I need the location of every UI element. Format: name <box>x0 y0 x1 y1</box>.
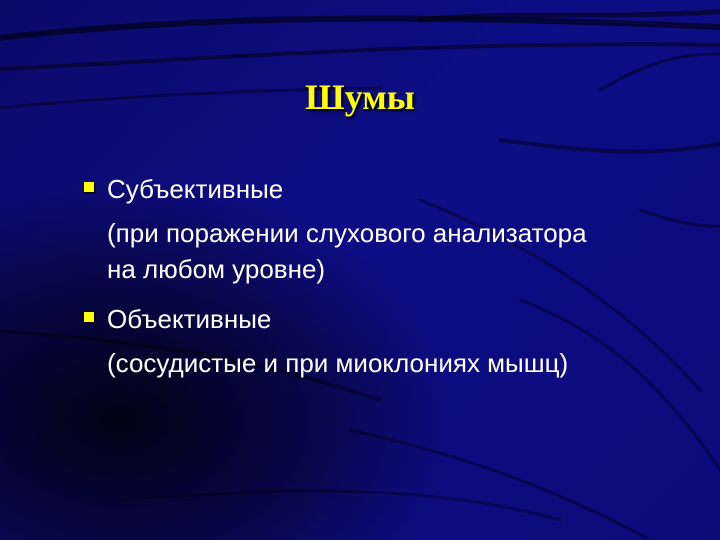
bullet-label: Объективные <box>107 304 272 334</box>
bullet-note-line: (сосудистые и при миоклониях мышц) <box>107 348 569 378</box>
bullet-note-line: на любом уровне) <box>107 254 326 284</box>
bullet-note-line: (при поражении слухового анализатора <box>107 218 587 248</box>
square-bullet-icon <box>84 182 94 192</box>
square-bullet-icon <box>84 312 94 322</box>
slide-title: Шумы <box>305 77 415 117</box>
bullet-label: Субъективные <box>107 174 284 204</box>
